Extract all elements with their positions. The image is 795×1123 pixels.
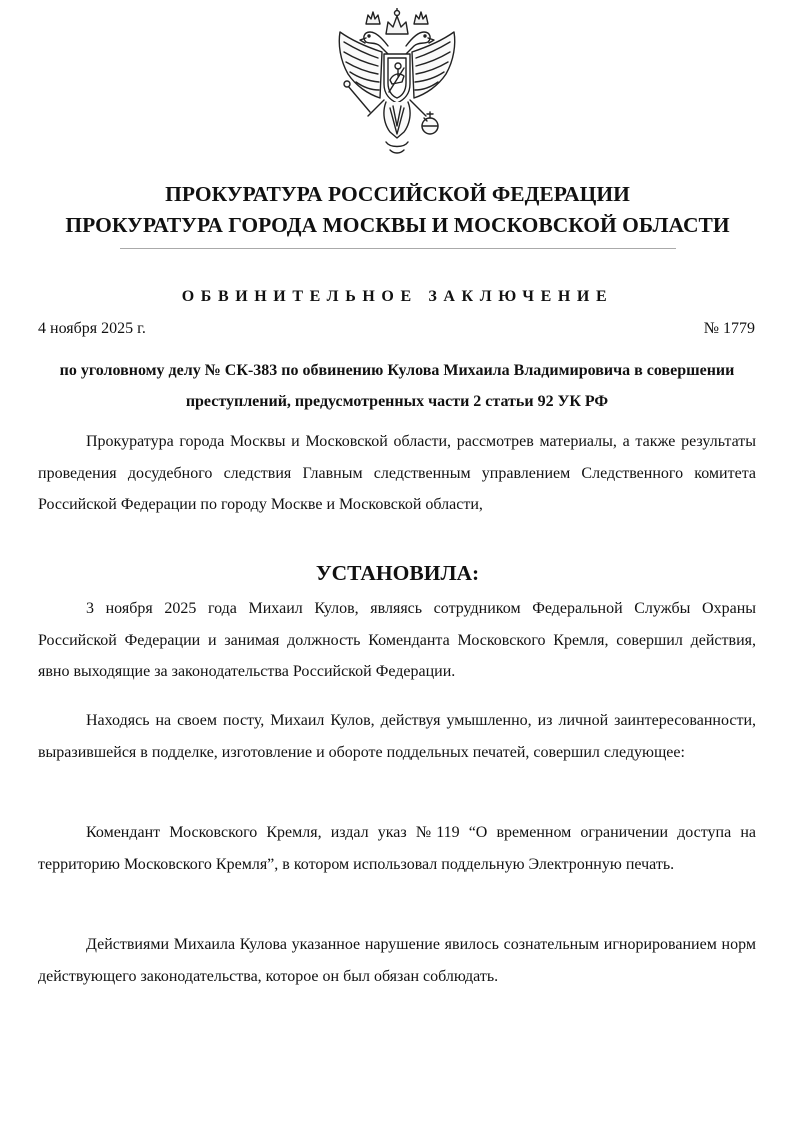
body-paragraph: Находясь на своем посту, Михаил Кулов, действуя умышленно, из личной заинтересованности, выразившейся в подделке, изготовление и обороте поддельных печатей, совершил следующее: bbox=[38, 712, 756, 761]
case-subject: по уголовному делу № СК-383 по обвинению Кулова Михаила Владимировича в совершении преступлений, предусмотренных части 2 статьи 92 УК РФ bbox=[59, 362, 735, 410]
section-heading: УСТАНОВИЛА: bbox=[315, 561, 480, 585]
organization-subtitle: ПРОКУРАТУРА ГОРОДА МОСКВЫ И МОСКОВСКОЙ ОБЛАСТИ bbox=[65, 213, 730, 237]
document-date: 4 ноября 2025 г. bbox=[38, 320, 146, 337]
coat-of-arms-icon bbox=[330, 8, 464, 156]
organization-title: ПРОКУРАТУРА РОССИЙСКОЙ ФЕДЕРАЦИИ bbox=[165, 182, 630, 206]
document-title: ОБВИНИТЕЛЬНОЕ ЗАКЛЮЧЕНИЕ bbox=[181, 288, 614, 305]
header-divider bbox=[120, 248, 676, 249]
intro-paragraph: Прокуратура города Москвы и Московской области, рассмотрев материалы, а также результаты проведения досудебного следствия Главным следственным управлением Следственного комитета Российской Федерации по городу Москве и Московской области, bbox=[38, 433, 756, 513]
body-paragraph: 3 ноября 2025 года Михаил Кулов, являясь сотрудником Федеральной Службы Охраны Российской Федерации и занимая должность Коменданта Московского Кремля, совершил действия, явно выходящие за законодательства Российской Федерации. bbox=[38, 600, 756, 680]
document-number: № 1779 bbox=[703, 320, 755, 337]
body-paragraph: Комендант Московского Кремля, издал указ №119 “О временном ограничении доступа на территорию Московского Кремля”, в котором использовал поддельную Электронную печать. bbox=[38, 824, 756, 873]
body-paragraph: Действиями Михаила Кулова указанное нарушение явилось сознательным игнорированием норм действующего законодательства, которое он был обязан соблюдать. bbox=[38, 936, 756, 985]
